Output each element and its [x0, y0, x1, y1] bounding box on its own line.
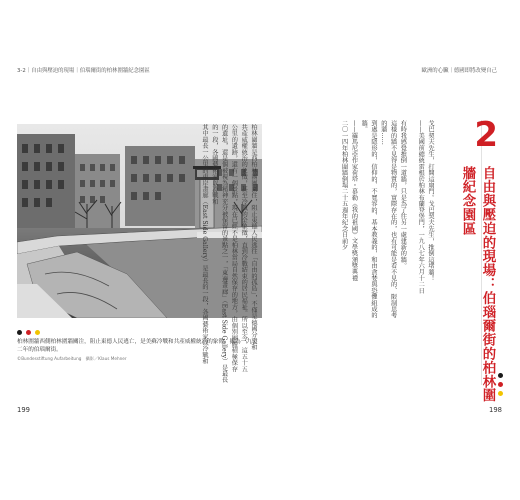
- red-dot-icon: [26, 330, 31, 335]
- left-body-column: 其中最長一公里的東岸畫廊（East Side Gallery）是最長的一段，各國藝術家以冷戰和: [201, 124, 209, 365]
- left-body-column: 的遺址，還是個被視為精神充分被保留的景點之一，「東邊畫廊」（East Side Gallery）是最長的一段，各國藝術家以冷戰和: [210, 124, 228, 383]
- right-body-text: [339, 120, 435, 320]
- epigraph-source: ——羅馬尼亞作家荷塔・慕勒《我的祖國》文學獎頒獎典禮: [350, 120, 358, 282]
- epigraph-date: 二〇一四年柏林圍牆倒塌二十五週年紀念日前夕: [340, 120, 348, 251]
- epigraph-source: ——美國前總統雷根於柏林布蘭登堡門，一九八七年六月十二日: [417, 120, 425, 294]
- page-number-left: 199: [17, 406, 30, 414]
- flag-color-dots: [498, 373, 503, 396]
- chapter-title: 自由與壓迫的現場：伯瑙爾街的柏林圍牆紀念園區: [460, 166, 496, 403]
- yellow-dot-icon: [35, 330, 40, 335]
- black-dot-icon: [17, 330, 22, 335]
- left-body-text: [199, 124, 258, 388]
- epigraph-quote: 戈巴契夫先生，打開這扇門。戈巴契夫先生，推倒這堵牆！: [427, 120, 434, 282]
- caption-text: 柏林圍牆西側柏林圍牆關注，阻止東德人民逃亡，是美蘇冷戰和共產威權統治的象徵，攝為一九七二年的伯瑙爾街。: [17, 339, 258, 354]
- running-header-left: 3-2｜自由與壓迫的現場｜伯瑙爾街的柏林圍牆紀念園區: [17, 68, 150, 74]
- red-dot-icon: [498, 382, 503, 387]
- left-body-column: 柏林圍牆是西柏林團團圍住，阻止東德人民逃往「自由的孤島」，不僅是德國分裂和: [250, 124, 257, 351]
- running-header-right: 歐洲的心臟｜德國即將改變自己: [421, 68, 497, 74]
- black-dot-icon: [498, 373, 503, 378]
- epigraph-quote: 這樣的牆不見得是物質的，實際存在的，也有可能是看不見的、限制思考的牆……: [379, 120, 397, 319]
- epigraph-quote: 到處是隱形的，信仰的、不寬容的、基本教義的，和由貪婪與恐懼組成的牆。: [360, 120, 378, 319]
- chapter-number: 2: [474, 115, 498, 155]
- page-number-right: 198: [489, 406, 502, 414]
- photo-credit: ©Bundesstiftung Aufarbeitung 攝影／Klaus Mehner: [17, 356, 127, 362]
- yellow-dot-icon: [498, 391, 503, 396]
- epigraph-quote: 有時我感覺推倒一道牆，只是為了往另一處建新的牆。: [399, 120, 407, 269]
- left-body-column: 共產威權統治的象徵，甚至冷戰的全象徵，直到冷戰結束的居民福祉。所以至今，這五十五: [240, 124, 248, 372]
- left-body-column: 公里的遺跡，還有一個景點，現在已經不是柏林當局自然保存的地方，由個別團體積極保存: [230, 124, 238, 372]
